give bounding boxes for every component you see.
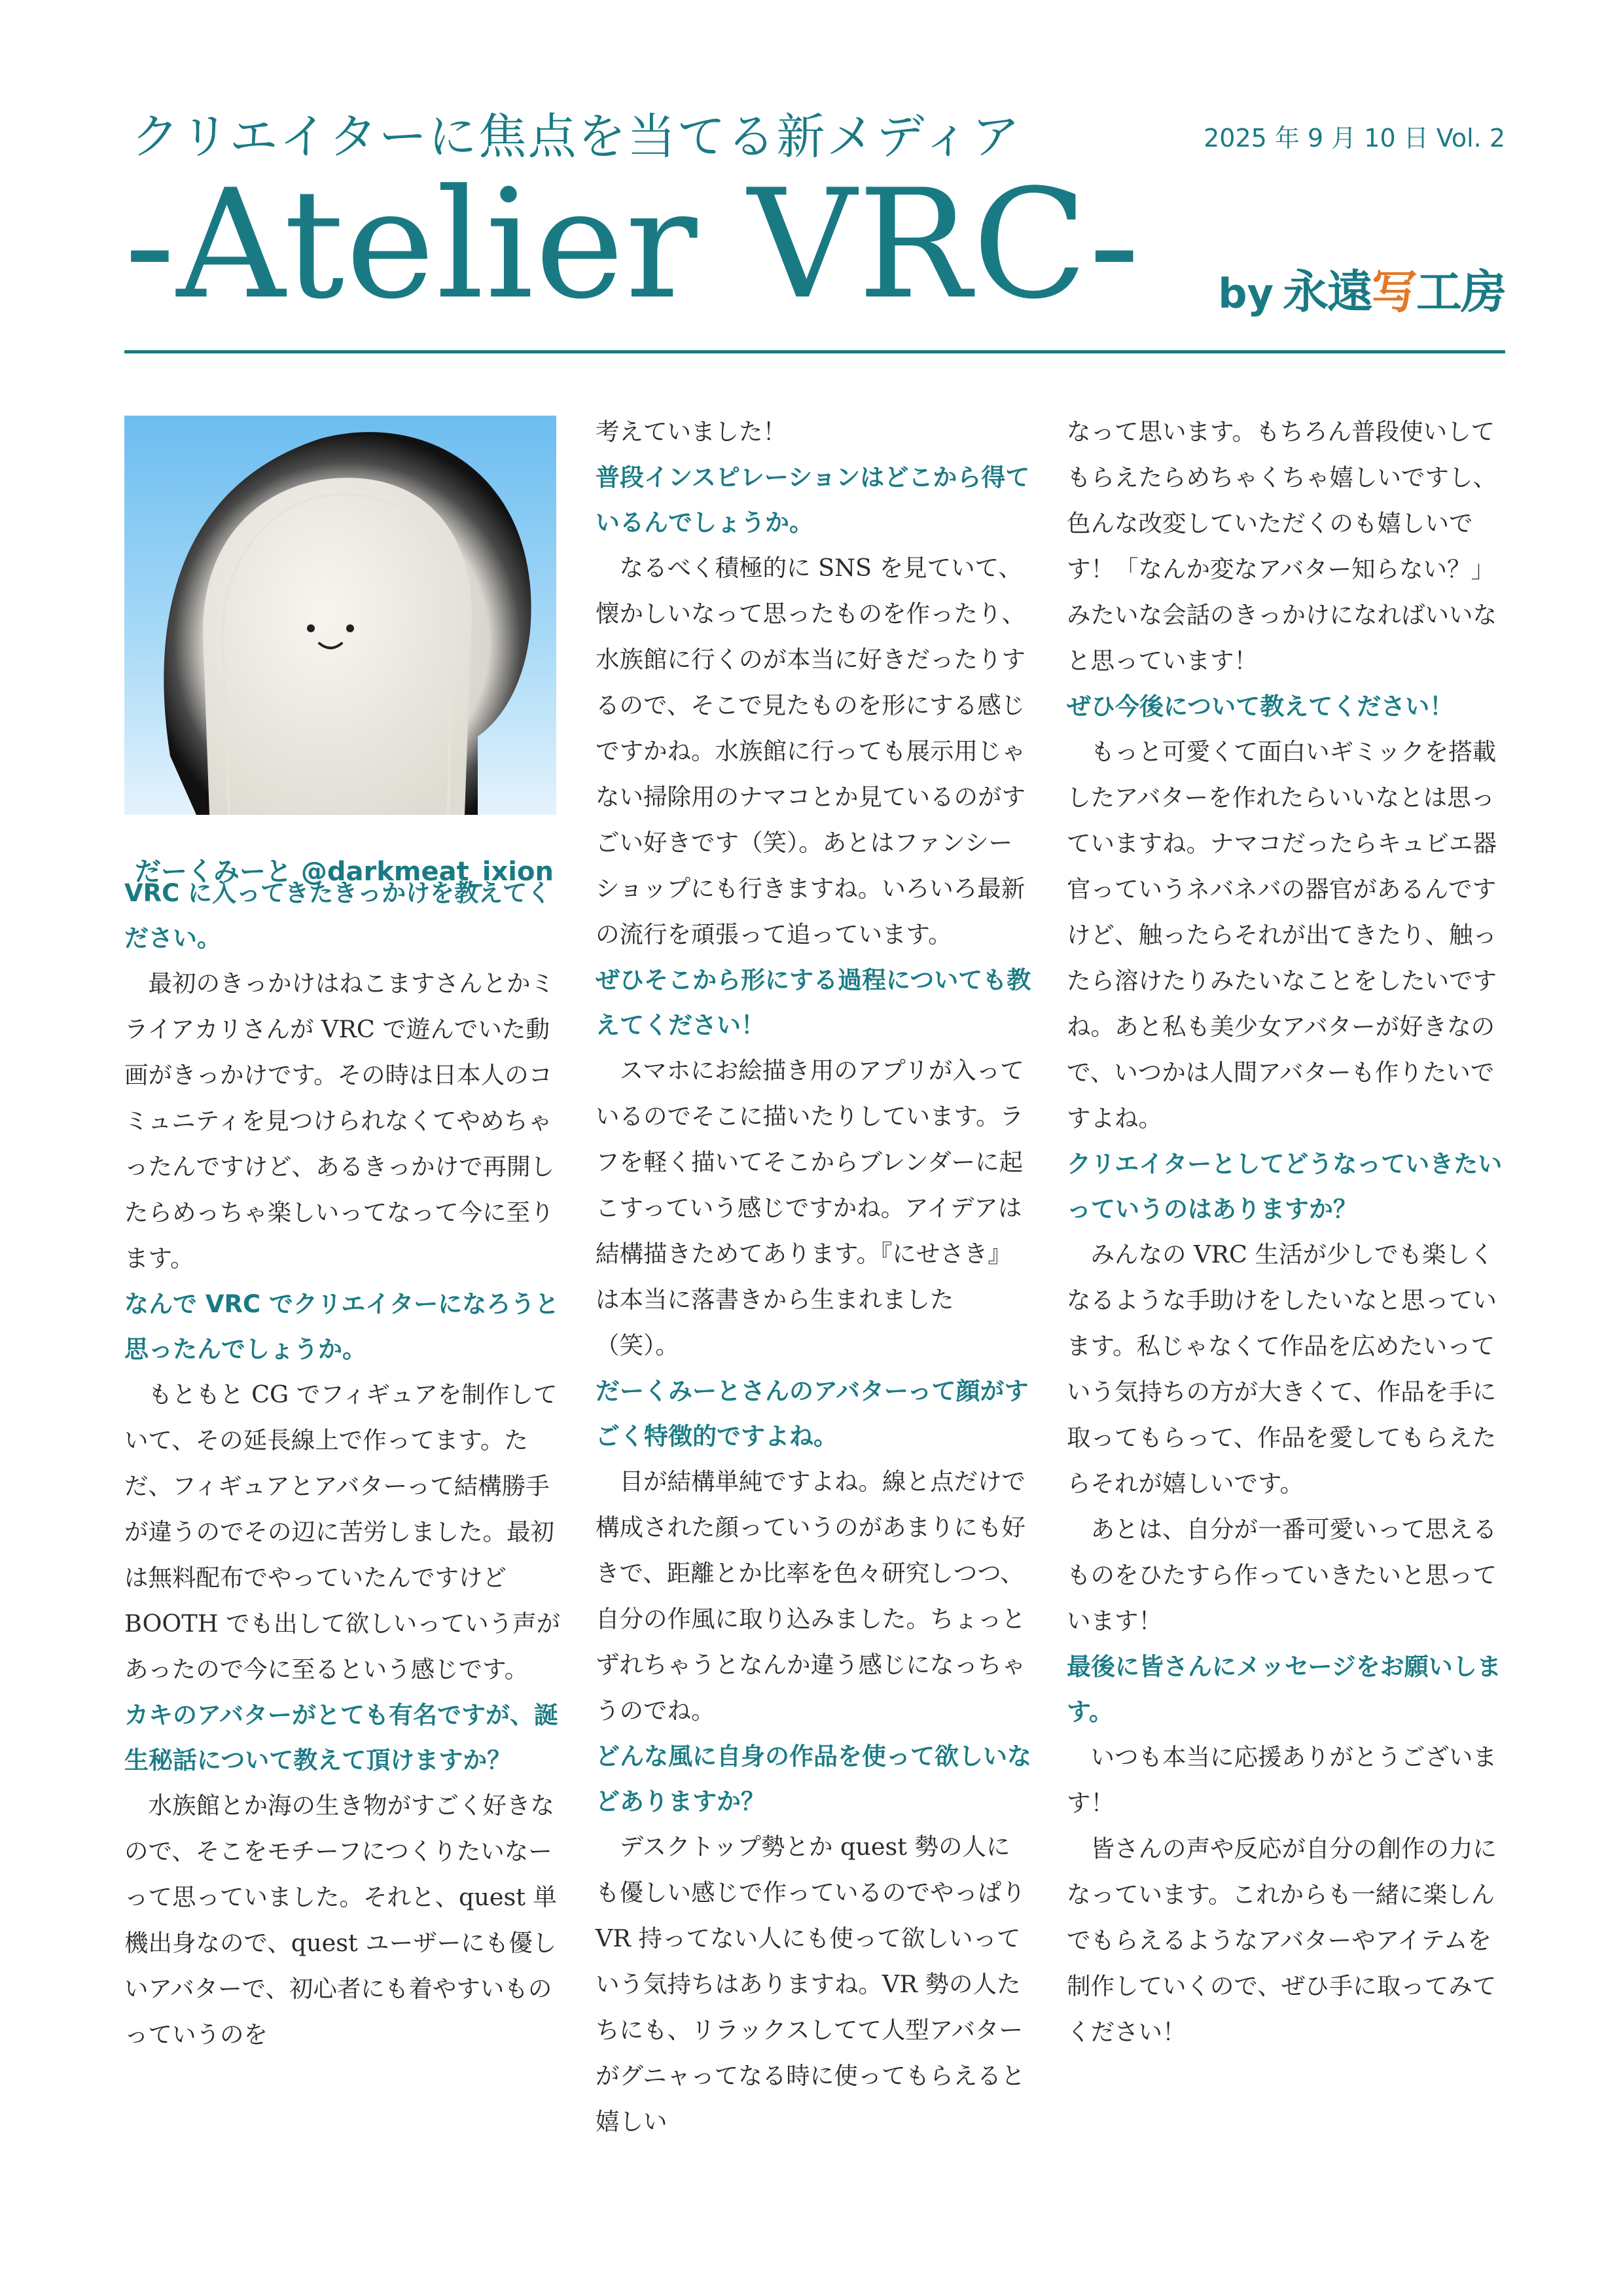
answer-continuation: 考えていました！ [596, 418, 787, 446]
question-heading: ぜひ今後について教えてください！ [1067, 692, 1454, 721]
article-column-3 [1067, 409, 1505, 2055]
masthead [124, 92, 1505, 353]
header-divider [124, 350, 1505, 353]
answer-paragraph: 水族館とか海の生き物がすごく好きなので、そこをモチーフにつくりたいなーって思っていました。それと、quest 単機出身なので、quest ユーザーにも優しいアバターで、初心者にも着やすいものっていうのを [124, 1791, 557, 2049]
question-heading: クリエイターとしてどうなっていきたいっていうのはありますか？ [1067, 1150, 1503, 1223]
article-column-2 [596, 409, 1034, 2145]
answer-continuation: なって思います。もちろん普段使いしてもらえたらめちゃくちゃ嬉しいですし、色んな改変していただくのも嬉しいです！「なんか変なアバター知らない？」みたいな会話のきっかけになればいいなと思っています！ [1067, 418, 1497, 675]
answer-paragraph: いつも本当に応援ありがとうございます！ [1067, 1743, 1497, 1817]
question-heading: どんな風に自身の作品を使って欲しいなどありますか？ [596, 1742, 1031, 1816]
question-heading: だーくみーとさんのアバターって顔がすごく特徴的ですよね。 [596, 1377, 1029, 1450]
avatar-photo [124, 416, 556, 815]
masthead-title: -Atelier VRC- [124, 158, 1141, 332]
answer-paragraph: もともと CG でフィギュアを制作していて、その延長線上で作ってます。ただ、フィギュアとアバターって結構勝手が違うのでその辺に苦労しました。最初は無料配布でやっていたんですけど BOOTH でも出して欲しいっていう声があったので今に至るという感じです。 [124, 1380, 561, 1683]
answer-paragraph: 目が結構単純ですよね。線と点だけで構成された顔っていうのがあまりにも好きで、距離とか比率を色々研究しつつ、自分の作風に取り込みました。ちょっとずれちゃうとなんか違う感じになっちゃうのでね。 [596, 1467, 1026, 1725]
answer-paragraph: みんなの VRC 生活が少しでも楽しくなるような手助けをしたいなと思っています。私じゃなくて作品を広めたいっていう気持ちの方が大きくて、作品を手に取ってもらって、作品を愛してもらえたらそれが嬉しいです。 [1067, 1240, 1497, 1498]
answer-paragraph: もっと可愛くて面白いギミックを搭載したアバターを作れたらいいなとは思っていますね。ナマコだったらキュビエ器官っていうネバネバの器官があるんですけど、触ったらそれが出てきたり、触ったら溶けたりみたいなことをしたいですね。あと私も美少女アバターが好きなので、いつかは人間アバターも作りたいですよね。 [1067, 738, 1497, 1132]
publisher-name-part1: 永遠 [1283, 265, 1372, 319]
question-heading: なんで VRC でクリエイターになろうと思ったんでしょうか。 [124, 1290, 560, 1363]
article-column-1 [124, 870, 563, 2058]
publisher-name-part2: 工房 [1416, 265, 1505, 319]
avatar-illustration [124, 416, 556, 815]
answer-paragraph: なるべく積極的に SNS を見ていて、懐かしいなって思ったものを作ったり、水族館に行くのが本当に好きだったりするので、そこで見たものを形にする感じですかね。水族館に行っても展示用じゃない掃除用のナマコとか見ているのがすごい好きです（笑）。あとはファンシーショップにも行きますね。いろいろ最新の流行を頑張って追っています。 [596, 554, 1026, 948]
question-heading: ぜひそこから形にする過程についても教えてください！ [596, 966, 1031, 1039]
issue-date: 2025 年 9 月 10 日 Vol. 2 [1204, 124, 1505, 152]
question-heading: 最後に皆さんにメッセージをお願いします。 [1067, 1653, 1501, 1726]
publisher-name [1283, 265, 1505, 319]
answer-paragraph: デスクトップ勢とか quest 勢の人にも優しい感じで作っているのでやっぱり VR 持ってない人にも使って欲しいっていう気持ちはありますね。VR 勢の人たちにも、リラックスしてて人型アバターがグニャってなる時に使ってもらえると嬉しい [596, 1833, 1026, 2136]
question-heading: VRC に入ってきたきっかけを教えてください。 [124, 879, 552, 952]
interviewee-credit: だーくみーと @darkmeat_ixion [135, 857, 554, 887]
publisher-by: by [1218, 270, 1274, 317]
publisher-logo [1218, 255, 1505, 321]
question-heading: 普段インスピレーションはどこから得ているんでしょうか。 [596, 463, 1030, 537]
publisher-name-mark: 写 [1372, 265, 1416, 319]
answer-paragraph: 皆さんの声や反応が自分の創作の力になっています。これからも一緒に楽しんでもらえるようなアバターやアイテムを制作していくので、ぜひ手に取ってみてください！ [1067, 1835, 1497, 2046]
answer-paragraph: 最初のきっかけはねこますさんとかミライアカリさんが VRC で遊んでいた動画がきっかけです。その時は日本人のコミュニティを見つけられなくてやめちゃったんですけど、あるきっかけで再開したらめっちゃ楽しいってなって今に至ります。 [124, 969, 554, 1272]
question-heading: カキのアバターがとても有名ですが、誕生秘話について教えて頂けますか？ [124, 1701, 559, 1774]
masthead-subtitle: クリエイターに焦点を当てる新メディア [131, 109, 1022, 165]
answer-paragraph: スマホにお絵描き用のアプリが入っているのでそこに描いたりしています。ラフを軽く描いてそこからブレンダーに起こすっていう感じですかね。アイデアは結構描きためてあります。『にせさき』は本当に落書きから生まれました（笑）。 [596, 1056, 1024, 1359]
answer-paragraph: あとは、自分が一番可愛いって思えるものをひたすら作っていきたいと思っています！ [1067, 1515, 1497, 1635]
